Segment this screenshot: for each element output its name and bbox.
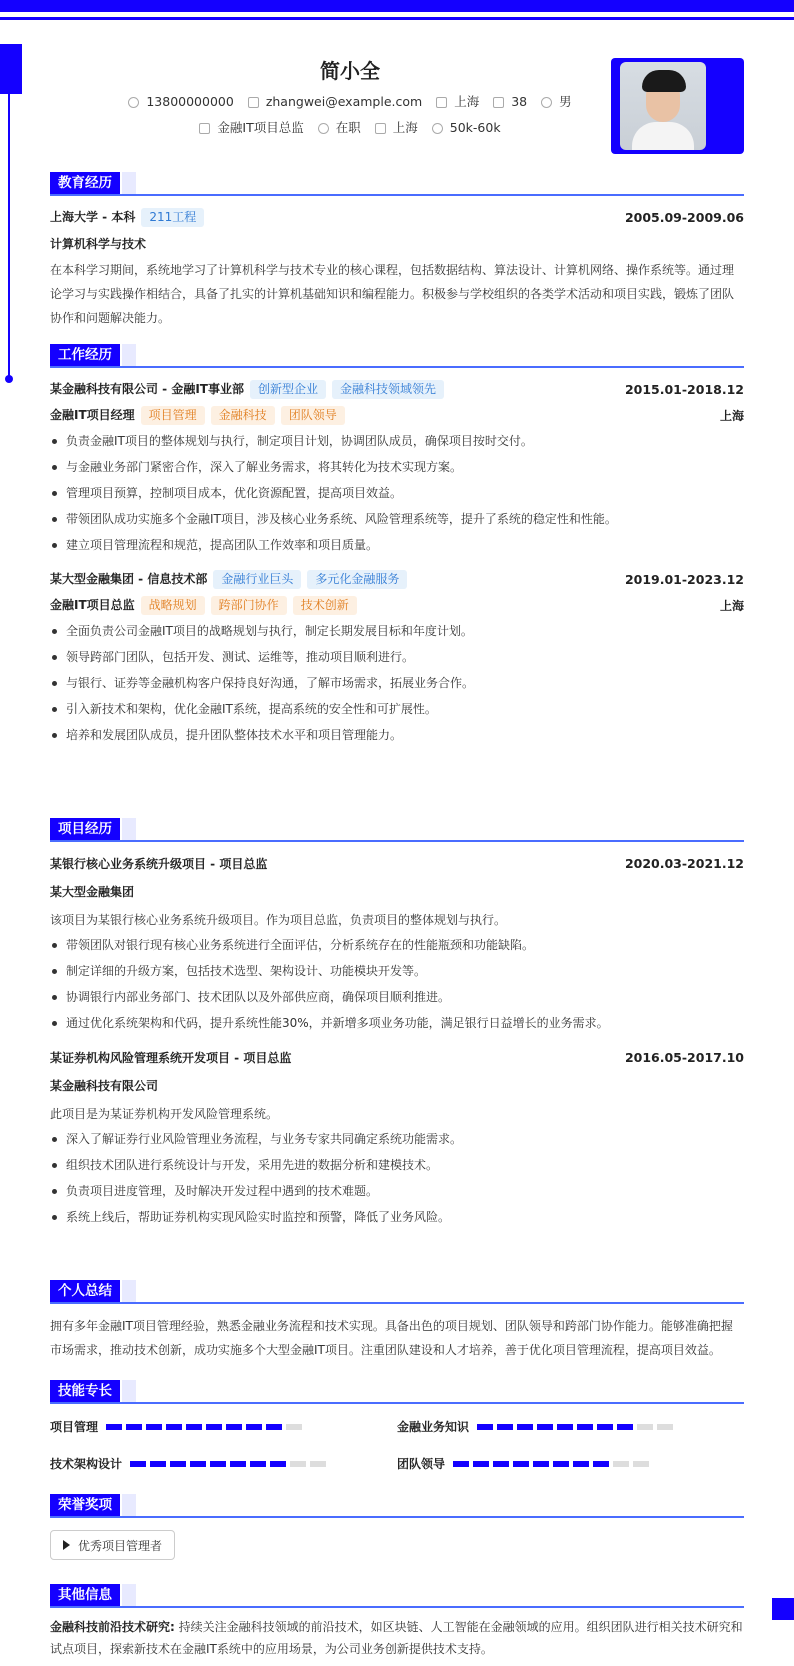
left-accent-block [0,44,22,94]
skill-level-segment [617,1424,633,1430]
list-item: 与金融业务部门紧密合作，深入了解业务需求，将其转化为技术实现方案。 [50,454,744,480]
role-tag: 金融科技 [211,406,275,425]
skill-level-segment [537,1424,553,1430]
phone-icon [128,97,139,108]
work-date: 2019.01-2023.12 [624,571,744,587]
award-label: 优秀项目管理者 [78,1538,163,1553]
skill-level-segment [186,1424,202,1430]
list-item: 负责项目进度管理，及时解决开发过程中遇到的技术难题。 [50,1178,744,1204]
list-item: 建立项目管理流程和规范，提高团队工作效率和项目质量。 [50,532,744,558]
skill-level-segment [633,1461,649,1467]
mail-icon [248,97,259,108]
skill-level-segment [613,1461,629,1467]
skill-level-segment [577,1424,593,1430]
skill-level-segment [497,1424,513,1430]
skill-level-segment [657,1424,673,1430]
send-icon [199,123,210,134]
skill-level-segment [513,1461,529,1467]
award-item[interactable] [50,1530,175,1560]
skill-name: 团队领导 [397,1457,446,1471]
skill-level-segment [593,1461,609,1467]
skill-level-segment [190,1461,206,1467]
right-accent-block [772,1598,794,1620]
list-item: 负责金融IT项目的整体规划与执行，制定项目计划，协调团队成员，确保项目按时交付。 [50,428,744,454]
work-section [50,344,744,748]
work-entry [50,568,744,748]
play-icon [63,1540,70,1550]
company: 某大型金融集团 - 信息技术部 [50,571,208,586]
skill-level-segment [286,1424,302,1430]
project-entry [50,852,744,1036]
project-intro: 该项目为某银行核心业务系统升级项目。作为项目总监，负责项目的整体规划与执行。 [50,913,507,927]
target-position: 金融IT项目总监 [217,120,304,135]
education-date: 2005.09-2009.06 [624,209,744,225]
skill-level-segment [130,1461,146,1467]
summary-text: 拥有多年金融IT项目管理经验，熟悉金融业务流程和技术实现。具备出色的项目规划、团队领导和跨部门协作能力。能够准确把握市场需求，推动技术创新，成功实施多个大型金融IT项目。注重团队建设和人才培养，善于优化项目管理流程，提高项目效益。 [50,1319,733,1357]
list-item: 全面负责公司金融IT项目的战略规划与执行，制定长期发展目标和年度计划。 [50,618,744,644]
list-item: 通过优化系统架构和代码，提升系统性能30%，并新增多项业务功能，满足银行日益增长的业务需求。 [50,1010,744,1036]
skill-level-segment [146,1424,162,1430]
skill-level-bar [477,1424,673,1430]
skill-level-segment [126,1424,142,1430]
skill-name: 金融业务知识 [397,1420,470,1434]
project-date: 2016.05-2017.10 [624,1049,744,1065]
project-org: 某大型金融集团 [50,884,135,899]
education-title: 教育经历 [50,172,120,194]
skill-item [397,1418,744,1435]
contact-row [50,92,650,112]
salary-icon [432,123,443,134]
other-text [50,1616,744,1660]
skill-level-segment [453,1461,469,1467]
skill-level-segment [310,1461,326,1467]
list-item: 制定详细的升级方案，包括技术选型、架构设计、功能模块开发等。 [50,958,744,984]
skill-level-segment [226,1424,242,1430]
summary-section [50,1280,744,1362]
list-item: 带领团队对银行现有核心业务系统进行全面评估，分析系统存在的性能瓶颈和功能缺陷。 [50,932,744,958]
list-item: 引入新技术和架构，优化金融IT系统，提高系统的安全性和可扩展性。 [50,696,744,722]
skill-level-segment [533,1461,549,1467]
skills-grid [50,1418,744,1472]
major: 计算机科学与技术 [50,236,147,251]
project-date: 2020.03-2021.12 [624,855,744,871]
list-item: 领导跨部门团队，包括开发、测试、运维等，推动项目顺利进行。 [50,644,744,670]
candidate-name: 简小全 [320,59,380,83]
age: 38 [511,94,528,109]
skill-level-segment [230,1461,246,1467]
work-entry [50,378,744,558]
job-role: 金融IT项目经理 [50,407,135,422]
skill-name: 技术架构设计 [50,1457,123,1471]
awards-section [50,1494,744,1560]
skill-level-segment [106,1424,122,1430]
list-item: 组织技术团队进行系统设计与开发，采用先进的数据分析和建模技术。 [50,1152,744,1178]
profile-header [50,56,650,138]
project-title: 某银行核心业务系统升级项目 - 项目总监 [50,856,268,871]
projects-section [50,818,744,1230]
skills-title: 技能专长 [50,1380,120,1402]
project-org: 某金融科技有限公司 [50,1078,159,1093]
role-tag: 技术创新 [293,596,357,615]
role-tag: 战略规划 [141,596,205,615]
project-bullets [50,932,744,1036]
building-icon [375,123,386,134]
top-accent-bar [0,0,794,12]
skill-level-segment [573,1461,589,1467]
role-tag: 团队领导 [281,406,345,425]
list-item: 管理项目预算，控制项目成本，优化资源配置，提高项目效益。 [50,480,744,506]
other-label: 金融科技前沿技术研究: [50,1620,175,1634]
list-item: 深入了解证券行业风险管理业务流程，与业务专家共同确定系统功能需求。 [50,1126,744,1152]
skill-level-segment [266,1424,282,1430]
project-intro: 此项目是为某证券机构开发风险管理系统。 [50,1107,279,1121]
role-tag: 跨部门协作 [211,596,287,615]
gender-icon [541,97,552,108]
skill-level-segment [477,1424,493,1430]
list-item: 培养和发展团队成员，提升团队整体技术水平和项目管理能力。 [50,722,744,748]
cake-icon [493,97,504,108]
job-role: 金融IT项目总监 [50,597,135,612]
skill-level-segment [557,1424,573,1430]
list-item: 系统上线后，帮助证券机构实现风险实时监控和预警，降低了业务风险。 [50,1204,744,1230]
skill-level-segment [637,1424,653,1430]
skill-level-bar [130,1461,326,1467]
skill-level-segment [150,1461,166,1467]
skill-name: 项目管理 [50,1420,99,1434]
employment-status: 在职 [335,120,361,135]
skill-level-segment [210,1461,226,1467]
avatar [620,62,706,150]
project-entry [50,1046,744,1230]
top-accent-line [0,17,794,20]
summary-title: 个人总结 [50,1280,120,1302]
skill-level-segment [290,1461,306,1467]
job-intent-row [50,118,650,138]
skill-level-segment [246,1424,262,1430]
work-bullets [50,428,744,558]
company: 某金融科技有限公司 - 金融IT事业部 [50,381,244,396]
company-tag: 创新型企业 [250,380,326,399]
skill-level-segment [206,1424,222,1430]
work-city: 上海 [719,598,744,613]
awards-title: 荣誉奖项 [50,1494,120,1516]
skill-item [50,1418,397,1435]
work-city: 上海 [719,408,744,423]
left-accent-dot [5,375,13,383]
education-section [50,172,744,330]
skill-level-bar [453,1461,649,1467]
project-title: 某证券机构风险管理系统开发项目 - 项目总监 [50,1050,292,1065]
skill-level-segment [493,1461,509,1467]
education-description: 在本科学习期间，系统地学习了计算机科学与技术专业的核心课程，包括数据结构、算法设计、计算机网络、操作系统等。通过理论学习与实践操作相结合，具备了扎实的计算机基础知识和编程能力。积极参与学校组织的各类学术活动和项目实践，锻炼了团队协作和问题解决能力。 [50,263,735,325]
skill-level-segment [553,1461,569,1467]
skill-level-segment [166,1424,182,1430]
skill-level-segment [170,1461,186,1467]
company-tag: 多元化金融服务 [307,570,407,589]
school: 上海大学 - 本科 [50,209,136,224]
hometown: 上海 [454,94,480,109]
list-item: 与银行、证券等金融机构客户保持良好沟通，了解市场需求，拓展业务合作。 [50,670,744,696]
projects-title: 项目经历 [50,818,120,840]
work-date: 2015.01-2018.12 [624,381,744,397]
role-tag: 项目管理 [141,406,205,425]
skill-level-segment [250,1461,266,1467]
school-tag: 211工程 [141,208,204,227]
skill-level-segment [597,1424,613,1430]
company-tag: 金融科技领域领先 [332,380,444,399]
skill-level-bar [106,1424,302,1430]
work-bullets [50,618,744,748]
company-tag: 金融行业巨头 [213,570,301,589]
list-item: 协调银行内部业务部门、技术团队以及外部供应商，确保项目顺利推进。 [50,984,744,1010]
other-section [50,1584,744,1660]
skill-level-segment [270,1461,286,1467]
skill-item [50,1455,397,1472]
other-title: 其他信息 [50,1584,120,1606]
email: zhangwei@example.com [265,94,423,109]
status-icon [318,123,329,134]
skills-section [50,1380,744,1472]
salary: 50k-60k [449,120,501,135]
project-bullets [50,1126,744,1230]
list-item: 带领团队成功实施多个金融IT项目，涉及核心业务系统、风险管理系统等，提升了系统的稳定性和性能。 [50,506,744,532]
skill-item [397,1455,744,1472]
skill-level-segment [473,1461,489,1467]
home-icon [436,97,447,108]
gender: 男 [559,94,572,109]
target-city: 上海 [392,120,418,135]
phone: 13800000000 [146,94,234,109]
skill-level-segment [517,1424,533,1430]
other-body: 持续关注金融科技领域的前沿技术，如区块链、人工智能在金融领域的应用。组织团队进行相关技术研究和试点项目，探索新技术在金融IT系统中的应用场景，为公司业务创新提供技术支持。 [50,1620,743,1656]
work-title: 工作经历 [50,344,120,366]
left-accent-line [8,94,10,380]
